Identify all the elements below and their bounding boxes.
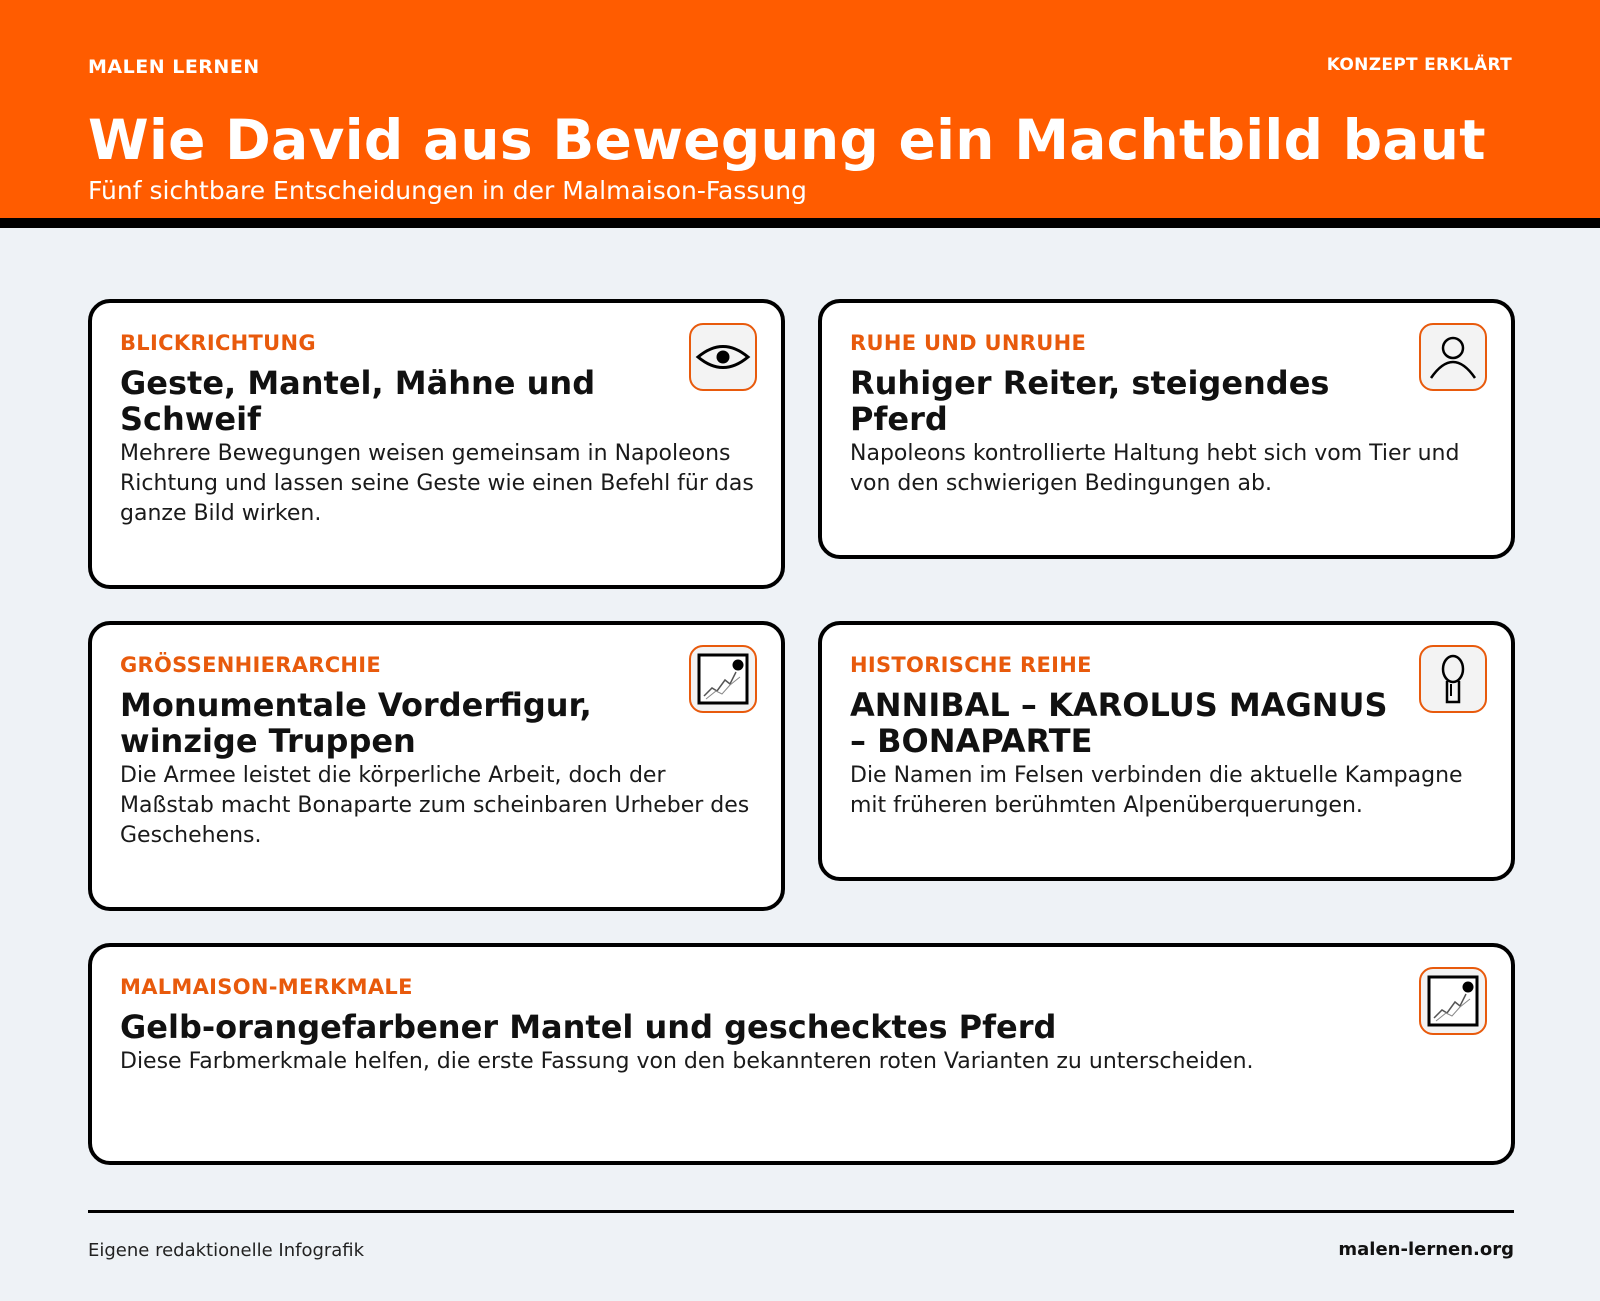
page-subtitle: Fünf sichtbare Entscheidungen in der Malmaison-Fassung [88,176,807,205]
person-icon [1419,323,1487,391]
category-badge: KONZEPT ERKLÄRT [1326,55,1512,75]
footer-credit: Eigene redaktionelle Infografik [88,1240,365,1261]
card-text: Diese Farbmerkmale helfen, die erste Fassung von den bekannteren roten Varianten zu unterscheiden. [120,1049,1254,1074]
brand-label[interactable]: MALEN LERNEN [88,56,260,78]
card-kicker: HISTORISCHE REIHE [850,653,1092,677]
page-title: Wie David aus Bewegung ein Machtbild baut [88,108,1486,172]
footer-divider [88,1210,1514,1213]
card-groessenhierarchie [88,621,785,911]
card-text: Mehrere Bewegungen weisen gemeinsam in Napoleons Richtung und lassen seine Geste wie einen Befehl für das ganze Bild wirken. [120,441,754,526]
card-historische-reihe [818,621,1515,881]
card-heading: ANNIBAL – KAROLUS MAGNUS – BONAPARTE [850,686,1388,760]
card-heading: Gelb-orangefarbener Mantel und geschecktes Pferd [120,1008,1057,1046]
card-kicker: BLICKRICHTUNG [120,331,316,355]
card-malmaison-merkmale [88,943,1515,1165]
card-text: Die Namen im Felsen verbinden die aktuelle Kampagne mit früheren berühmten Alpenüberquerungen. [850,763,1463,818]
card-heading: Geste, Mantel, Mähne und Schweif [120,364,596,438]
card-kicker: RUHE UND UNRUHE [850,331,1087,355]
card-text: Napoleons kontrollierte Haltung hebt sich vom Tier und von den schwierigen Bedingungen ab. [850,441,1460,496]
card-ruhe-und-unruhe [818,299,1515,559]
header-banner [0,0,1600,228]
card-kicker: GRÖSSENHIERARCHIE [120,653,382,677]
footer-site-link[interactable]: malen-lernen.org [1338,1239,1514,1260]
card-heading: Monumentale Vorderfigur, winzige Truppen [120,686,592,760]
card-blickrichtung [88,299,785,589]
eye-icon [689,323,757,391]
card-text: Die Armee leistet die körperliche Arbeit, doch der Maßstab macht Bonaparte zum scheinbaren Urheber des Geschehens. [120,763,750,848]
keyhole-icon [1419,645,1487,713]
landscape-image-icon [689,645,757,713]
card-heading: Ruhiger Reiter, steigendes Pferd [850,364,1330,438]
landscape-image-icon [1419,967,1487,1035]
card-kicker: MALMAISON-MERKMALE [120,975,413,999]
